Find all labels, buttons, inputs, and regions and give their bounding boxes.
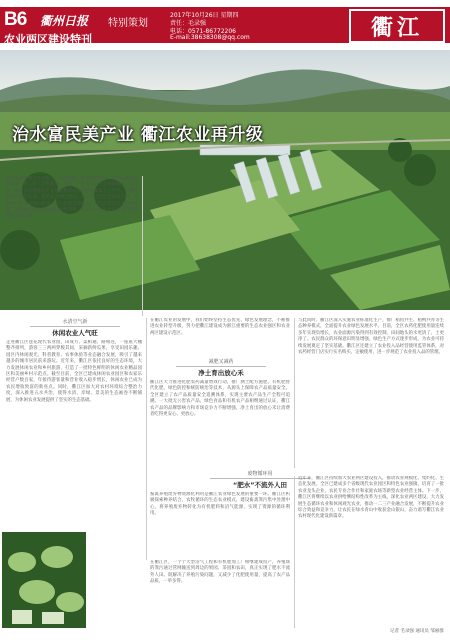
column-divider [142, 176, 143, 316]
city-badge [349, 9, 445, 43]
leisure-text: 走进衢江区莲花现代农业园，田成方、渠相通、路相连，一座座大棚整齐排列，游客三三两两穿梭其间，采摘新鲜瓜果，享受田园乐趣。园区内休闲观光、科普教育、农事体验等业态融合发展，吸引了越来越多的城市居民前来游玩。近年来，衢江区依托良好的生态环境，大力发展休闲农业和乡村旅游，打造了一批特色鲜明的休闲农业精品园区和美丽乡村示范点。截至目前，全区已建成休闲农业园区和农家乐经营户数百家，年接待游客量和营业收入稳步增长，休闲农业已成为农民增收致富的新亮点。同时，衢江区加大对农村环境综合整治力度，深入推进五水共治，使得水清、岸绿、景美的生态画卷不断铺展，为休闲农业发展提供了坚实的生态基础。 [6, 340, 142, 403]
section-title: “肥水”不流外人田 [232, 481, 288, 489]
section-header-leisure [30, 318, 120, 337]
recycle-text-right: 近年来，衢江区持续加大农业两区建设投入，推动农业规模化、集约化、生态化发展。全区已建成多个省级现代农业园区和特色农业强镇，培育了一批农业龙头企业、农民专业合作社和家庭农场等新型农业经营主体。下一步，衢江区将继续以农业供给侧结构性改革为主线，深化农业两区建设，大力发展生态循环农业和休闲观光农业，推动一二三产业融合发展，不断提升农业综合效益和竞争力，让农民在绿水青山中收获金山银山，奋力谱写衢江农业农村现代化建设新篇章。 [298, 476, 444, 520]
headline: 治水富民美产业 衢江农业再升级 [12, 125, 264, 145]
issue-date: 2017年10月26日 星期四 [170, 12, 239, 19]
section-kicker: 减肥又减药 [208, 359, 234, 365]
intro-text: 秋日的衢州衢江区田野上，瓜果飘香、稻穗压弯金黄。青翠的湖泊澄澈明亮，路人路上采集蔬菜，构成了一幅动人的生态田园图画。近年来，衢江区以整体化平安建设和现代农业园区建设为主平台，积极发展生态循环农业，推进农业两区建设，着力打造特色优质农产品，加快现代化农业建设步伐。全力构建全域覆盖、全程监管的农业治理体系，加快推进农业供给侧结构性改革，走出了一条治水富民美产业的特色发展之路。 [6, 176, 138, 220]
section-header-pesticide [176, 358, 266, 377]
section-kicker: 废物循环用 [247, 471, 273, 477]
page-number: B6 [4, 9, 27, 30]
byline: 记者 毛录强 通讯员 邹丽群 [390, 629, 444, 634]
editor: 责任：毛录强 [170, 20, 207, 27]
section-kicker: 水清空气新 [62, 319, 88, 325]
section-rule [176, 366, 266, 367]
email: E-mail:38638308@qq.com [170, 34, 250, 41]
column-divider [294, 318, 295, 468]
section-header-recycle [210, 470, 310, 489]
middle-intro-text: 在衢江农业的发展中，我们始终坚持生态优先、绿色发展理念，不断推进农业转型升级，努力把衢江建设成为浙江重要的生态农业强区和农业两区建设示范区。 [150, 318, 290, 336]
column-divider [294, 476, 295, 628]
recycle-text-left-2: 在衢江区，一个个大型沼气工程和有机肥加工厂相继建成投产，养殖场的粪污通过管网输送到周边的果园、茶园和农田，真正实现了肥水不流外人田。既解决了养殖污染问题，又减少了化肥使用量，提高了农产品品质，一举多得。 [150, 560, 290, 585]
produce-photo [2, 532, 86, 628]
pesticide-text: 衢江区大力推进化肥农药减量增效行动，推广测土配方施肥、有机肥替代化肥、绿色防控和统防统治等技术，从源头上保障农产品质量安全。全区建立了农产品质量安全追溯体系，实现主要农产品生产全程可追溯。一大批无公害农产品、绿色食品和有机农产品相继通过认证，衢江农产品的品牌影响力和市场竞争力不断增强，净土育出的放心禾让消费者吃得更安心、更放心。 [150, 380, 290, 418]
section-subtitle: 农业两区建设特刊 [4, 33, 92, 46]
paper-name: 衢州日报 [40, 14, 89, 28]
section-title: 休闲农业人气旺 [52, 329, 98, 337]
right-column-text: 与此同时，衢江区深入实施农业标准化生产，推广稻鱼共生、稻鸭共育等生态种养模式，全面提升农业绿色发展水平。目前，全区农药化肥使用量连续多年实现负增长，农业面源污染得到有效控制，田间地头的水更清了、土更净了。农民群众的环保意识明显增强，绿色生产方式逐步形成，为农业可持续发展奠定了坚实基础。衢江区还建立了农业投入品经营使用监管体系，对农药经营门店实行实名购买、定额使用，进一步规范了农业投入品的管理。 [298, 318, 444, 356]
section-title: 净土育出放心禾 [198, 369, 244, 377]
section-rule [210, 478, 310, 479]
special-label: 特别策划 [108, 18, 148, 29]
city-name: 衢江 [370, 15, 423, 41]
masthead [0, 0, 450, 52]
section-rule [30, 326, 120, 327]
recycle-text-left: 畜禽养殖废弃物资源化利用是衢江农业绿色发展的重要一环。衢江区积极探索种养结合、农牧循环的生态农业模式，建设畜禽粪污集中处理中心，将养殖废弃物转化为有机肥料和沼气能源，实现了资源的循环利用。 [150, 492, 290, 517]
phone: 电话：0571-86772206 [170, 28, 236, 35]
